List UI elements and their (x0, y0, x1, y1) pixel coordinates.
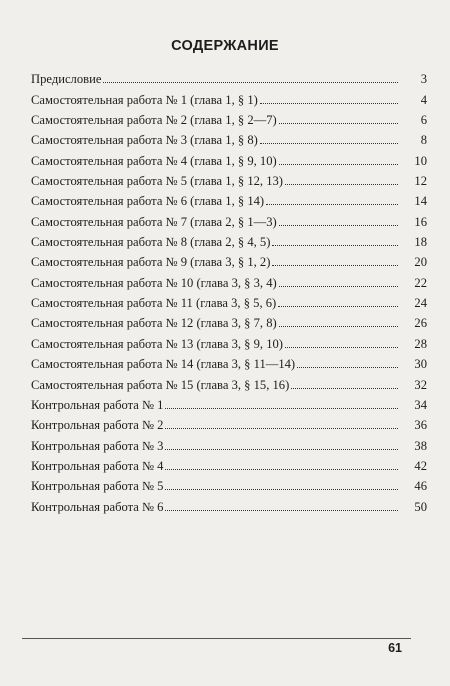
toc-entry-page: 12 (414, 174, 427, 189)
dot-leader (165, 428, 398, 429)
page-number: 61 (388, 641, 402, 655)
dot-leader (278, 306, 398, 307)
dot-leader (165, 408, 398, 409)
toc-entry-title: Самостоятельная работа № 9 (глава 3, § 1, 2) (31, 255, 271, 270)
toc-entry (31, 290, 427, 310)
dot-leader (279, 225, 398, 226)
toc-entry-page: 8 (420, 133, 427, 148)
toc-entry-page: 26 (414, 316, 427, 331)
dot-leader (165, 449, 398, 450)
toc-entry-title: Самостоятельная работа № 3 (глава 1, § 8) (31, 133, 258, 148)
toc-entry-title: Самостоятельная работа № 4 (глава 1, § 9, 10) (31, 153, 277, 168)
toc-entry-page: 6 (420, 113, 427, 128)
dot-leader (272, 265, 398, 266)
toc-entry-title: Контрольная работа № 1 (31, 397, 164, 412)
table-of-contents (31, 66, 427, 514)
toc-entry (31, 249, 427, 269)
toc-entry-title: Контрольная работа № 4 (31, 458, 164, 473)
toc-entry-title: Самостоятельная работа № 13 (глава 3, § 9, 10) (31, 336, 283, 351)
dot-leader (279, 123, 398, 124)
toc-entry (31, 392, 427, 412)
toc-entry-page: 30 (414, 357, 427, 372)
toc-entry-page: 42 (414, 458, 427, 473)
toc-entry (31, 432, 427, 452)
dot-leader (285, 184, 398, 185)
toc-entry-page: 32 (414, 377, 427, 392)
dot-leader (260, 143, 398, 144)
toc-entry (31, 493, 427, 513)
toc-entry-page: 18 (414, 235, 427, 250)
toc-entry-title: Самостоятельная работа № 8 (глава 2, § 4, 5) (31, 235, 271, 250)
toc-entry-title: Контрольная работа № 6 (31, 499, 164, 514)
toc-entry-page: 28 (414, 336, 427, 351)
toc-entry-page: 38 (414, 438, 427, 453)
toc-entry-title: Самостоятельная работа № 5 (глава 1, § 12, 13) (31, 174, 283, 189)
toc-entry-page: 14 (414, 194, 427, 209)
toc-entry (31, 371, 427, 391)
dot-leader (285, 347, 398, 348)
dot-leader (103, 82, 398, 83)
toc-entry-title: Самостоятельная работа № 10 (глава 3, § 3, 4) (31, 275, 277, 290)
toc-entry-title: Контрольная работа № 3 (31, 438, 164, 453)
toc-entry-title: Самостоятельная работа № 11 (глава 3, § 5, 6) (31, 296, 277, 311)
dot-leader (279, 164, 398, 165)
toc-entry-page: 20 (414, 255, 427, 270)
toc-entry (31, 86, 427, 106)
toc-entry (31, 310, 427, 330)
dot-leader (272, 245, 398, 246)
toc-entry-page: 10 (414, 153, 427, 168)
toc-entry-title: Самостоятельная работа № 2 (глава 1, § 2—7) (31, 113, 277, 128)
toc-entry-title: Самостоятельная работа № 15 (глава 3, § 15, 16) (31, 377, 290, 392)
toc-entry (31, 330, 427, 350)
dot-leader (260, 103, 398, 104)
toc-entry-title: Предисловие (31, 72, 102, 87)
toc-entry-page: 46 (414, 479, 427, 494)
dot-leader (165, 489, 398, 490)
toc-entry (31, 66, 427, 86)
toc-entry-title: Контрольная работа № 5 (31, 479, 164, 494)
toc-entry (31, 208, 427, 228)
toc-entry-title: Самостоятельная работа № 6 (глава 1, § 14) (31, 194, 265, 209)
toc-entry-title: Самостоятельная работа № 12 (глава 3, § 7, 8) (31, 316, 277, 331)
toc-entry-page: 34 (414, 397, 427, 412)
dot-leader (291, 388, 398, 389)
dot-leader (279, 326, 398, 327)
toc-entry-title: Самостоятельная работа № 1 (глава 1, § 1) (31, 92, 258, 107)
toc-entry-page: 3 (420, 72, 427, 87)
toc-entry-page: 22 (414, 275, 427, 290)
toc-entry-page: 36 (414, 418, 427, 433)
dot-leader (297, 367, 398, 368)
toc-entry (31, 168, 427, 188)
dot-leader (165, 469, 398, 470)
dot-leader (165, 510, 398, 511)
toc-entry-title: Самостоятельная работа № 14 (глава 3, § 11—14) (31, 357, 296, 372)
toc-entry-page: 4 (420, 92, 427, 107)
toc-entry-title: Контрольная работа № 2 (31, 418, 164, 433)
toc-entry (31, 127, 427, 147)
toc-entry (31, 453, 427, 473)
toc-entry (31, 473, 427, 493)
page-title: СОДЕРЖАНИЕ (171, 38, 279, 54)
toc-entry (31, 351, 427, 371)
toc-entry (31, 188, 427, 208)
toc-entry (31, 107, 427, 127)
toc-entry-page: 16 (414, 214, 427, 229)
footer-divider (22, 638, 411, 639)
toc-entry (31, 412, 427, 432)
toc-entry (31, 147, 427, 167)
toc-entry-title: Самостоятельная работа № 7 (глава 2, § 1—3) (31, 214, 277, 229)
toc-entry-page: 24 (414, 296, 427, 311)
dot-leader (279, 286, 398, 287)
toc-entry (31, 269, 427, 289)
toc-entry (31, 229, 427, 249)
dot-leader (266, 204, 398, 205)
toc-entry-page: 50 (414, 499, 427, 514)
